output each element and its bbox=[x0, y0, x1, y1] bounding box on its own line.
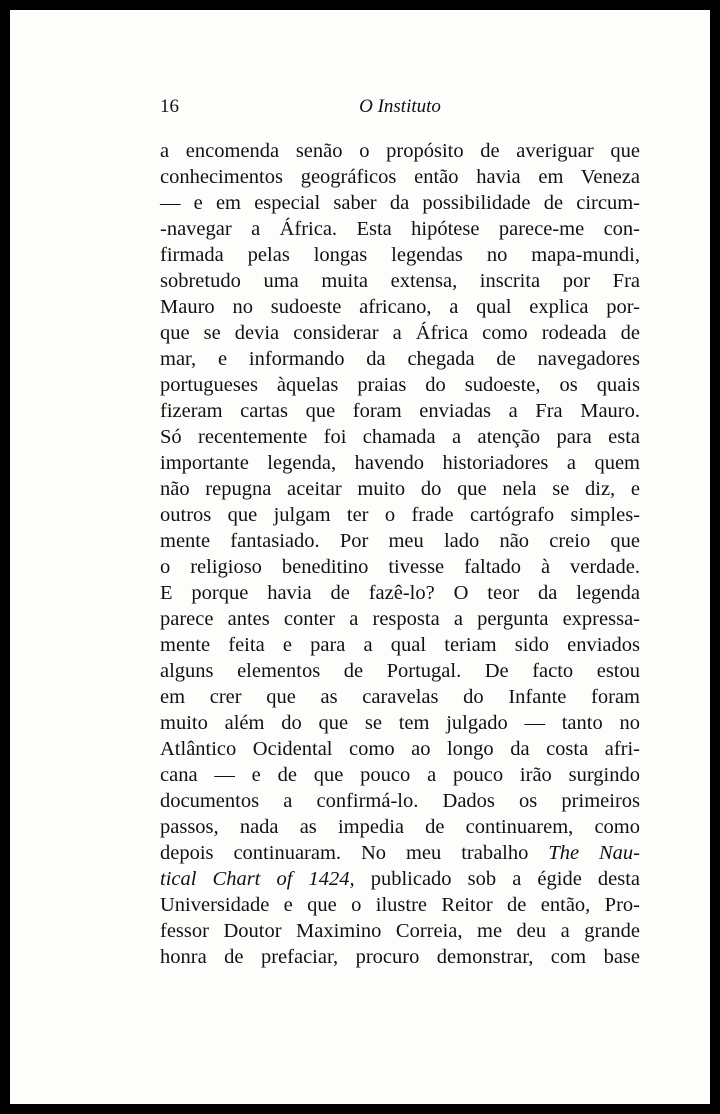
text-line: -navegar a África. Esta hipótese parece-me con- bbox=[160, 218, 640, 240]
text-line: — e em especial saber da possibilidade de circum- bbox=[160, 192, 640, 214]
text-line: fessor Doutor Maximino Correia, me deu a grande bbox=[160, 920, 640, 942]
text-line: outros que julgam ter o frade cartógrafo simples- bbox=[160, 504, 640, 526]
page-header bbox=[160, 96, 640, 126]
text-line: em crer que as caravelas do Infante foram bbox=[160, 686, 640, 708]
text-line: honra de prefaciar, procuro demonstrar, com base bbox=[160, 946, 640, 968]
text-line: cana — e de que pouco a pouco irão surgindo bbox=[160, 764, 640, 786]
text-line: o religioso beneditino tivesse faltado à verdade. bbox=[160, 556, 640, 578]
text-line: mente feita e para a qual teriam sido enviados bbox=[160, 634, 640, 656]
text-line: Mauro no sudoeste africano, a qual explica por- bbox=[160, 296, 640, 318]
text-line: não repugna aceitar muito do que nela se diz, e bbox=[160, 478, 640, 500]
italic-title: tical Chart of 1424, bbox=[160, 868, 355, 890]
text-line-with-italic bbox=[160, 840, 640, 866]
text-line: alguns elementos de Portugal. De facto estou bbox=[160, 660, 640, 682]
book-page bbox=[10, 10, 710, 1104]
text-line: parece antes conter a resposta a pergunta expressa- bbox=[160, 608, 640, 630]
text-line-with-italic bbox=[160, 866, 640, 892]
text-line: mente fantasiado. Por meu lado não creio que bbox=[160, 530, 640, 552]
text-line: a encomenda senão o propósito de averiguar que bbox=[160, 140, 640, 162]
text-line: documentos a confirmá-lo. Dados os primeiros bbox=[160, 790, 640, 812]
text-line: Atlântico Ocidental como ao longo da costa afri- bbox=[160, 738, 640, 760]
running-title: O Instituto bbox=[359, 96, 441, 117]
text-segment: publicado sob a égide desta bbox=[370, 868, 641, 890]
text-line: importante legenda, havendo historiadores a quem bbox=[160, 452, 640, 474]
text-segment: depois continuaram. No meu trabalho bbox=[160, 842, 529, 864]
text-line: passos, nada as impedia de continuarem, como bbox=[160, 816, 640, 838]
text-line: sobretudo uma muita extensa, inscrita por Fra bbox=[160, 270, 640, 292]
text-line: portugueses àquelas praias do sudoeste, os quais bbox=[160, 374, 640, 396]
page-number: 16 bbox=[160, 96, 179, 117]
body-text bbox=[160, 138, 640, 970]
text-line: E porque havia de fazê-lo? O teor da legenda bbox=[160, 582, 640, 604]
text-line: fizeram cartas que foram enviadas a Fra Mauro. bbox=[160, 400, 640, 422]
italic-title: The Nau- bbox=[548, 842, 640, 864]
text-line: muito além do que se tem julgado — tanto no bbox=[160, 712, 640, 734]
text-line: Só recentemente foi chamada a atenção para esta bbox=[160, 426, 640, 448]
text-line: que se devia considerar a África como rodeada de bbox=[160, 322, 640, 344]
text-line: conhecimentos geográficos então havia em Veneza bbox=[160, 166, 640, 188]
text-line: firmada pelas longas legendas no mapa-mundi, bbox=[160, 244, 640, 266]
text-line: mar, e informando da chegada de navegadores bbox=[160, 348, 640, 370]
text-line: Universidade e que o ilustre Reitor de então, Pro- bbox=[160, 894, 640, 916]
